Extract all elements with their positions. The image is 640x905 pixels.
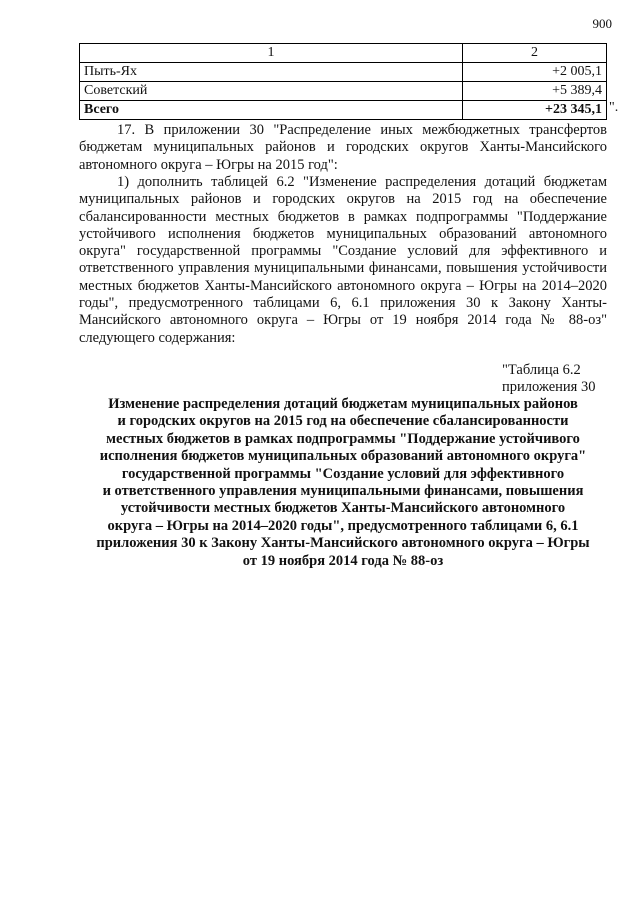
title-line: местных бюджетов в рамках подпрограммы "Поддержание устойчивого	[106, 430, 580, 447]
title-line: Изменение распределения дотаций бюджетам муниципальных районов	[108, 396, 578, 412]
caption-line: "Таблица 6.2	[502, 362, 581, 378]
table-row	[80, 63, 607, 82]
title-line: государственной программы "Создание условий для эффективного	[121, 465, 565, 482]
page-number: 900	[592, 16, 612, 31]
municipality-cell: Советский	[80, 82, 463, 101]
value-cell: +5 389,4	[463, 82, 607, 101]
table-row	[80, 82, 607, 101]
column-header: 2	[463, 44, 607, 63]
table-closing-quote: ".	[609, 100, 619, 115]
title-line: и ответственного управления муниципальными финансами, повышения	[102, 483, 584, 500]
table-header-row	[80, 44, 607, 63]
data-table	[79, 43, 607, 120]
paragraph-1: 1) дополнить таблицей 6.2 "Изменение распределения дотаций бюджетам муниципальных районов и городских округов на 2015 год на обеспечение сбалансированности местных бюджетов в рамках подпрограммы "Поддержание устойчивого исполнения бюджетов муниципальных образований автономного округа" государственной программы "Создание условий для эффективного и ответственного управления муниципальными финансами, повышения устойчивости местных бюджетов Ханты-Мансийского автономного округа – Югры на 2014–2020 годы", предусмотренного таблицами 6, 6.1 приложения 30 к Закону Ханты-Мансийского автономного округа – Югры от 19 ноября 2014 года № 88-оз" следующего содержания:	[79, 174, 607, 346]
title-line: и городских округов на 2015 год на обеспечение сбалансированности	[117, 413, 569, 430]
total-value-cell: +23 345,1	[463, 101, 607, 120]
municipality-cell: Пыть-Ях	[80, 63, 463, 82]
title-line: исполнения бюджетов муниципальных образований автономного округа"	[99, 448, 587, 465]
title-line: устойчивости местных бюджетов Ханты-Мансийского автономного	[120, 500, 566, 517]
caption-line: приложения 30	[502, 379, 596, 396]
paragraph-17: 17. В приложении 30 "Распределение иных межбюджетных трансфертов бюджетам муниципальных районов и городских округов Ханты-Мансийского автономного округа – Югры на 2015 год":	[79, 122, 607, 173]
title-line: округа – Югры на 2014–2020 годы", предусмотренного таблицами 6, 6.1	[107, 517, 579, 534]
value-cell: +2 005,1	[463, 63, 607, 82]
section-title	[79, 396, 607, 570]
column-header: 1	[80, 44, 463, 63]
title-line: приложения 30 к Закону Ханты-Мансийского автономного округа – Югры	[96, 535, 590, 552]
total-label-cell: Всего	[80, 101, 463, 120]
table-total-row	[80, 101, 607, 120]
table-caption	[502, 362, 595, 397]
title-line: от 19 ноября 2014 года № 88-оз	[242, 552, 444, 569]
